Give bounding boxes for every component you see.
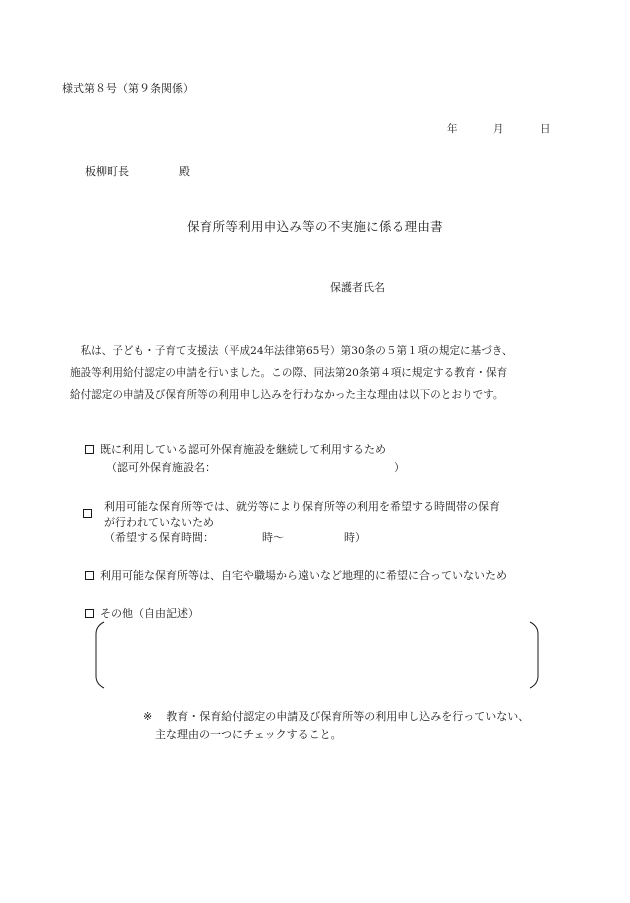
option-time-unavailable-label-2: が行われていないため [104,516,214,529]
option-time-unavailable-checkbox-wrap [83,508,98,519]
guardian-name-label: 保護者氏名 [330,281,385,294]
addressee-name: 板柳町長 [85,165,129,178]
option-existing-facility-label: 既に利用している認可外保育施設を継続して利用するため [100,443,386,456]
free-text-input[interactable] [115,628,519,684]
desired-hours-from-unit: 時～ [262,531,284,544]
right-bracket [530,622,538,688]
declaration-text [70,340,556,406]
declaration-line-1: 私は、子ども・子育て支援法（平成24年法律第65号）第30条の５第１項の規定に基づき、 [80,345,513,357]
option-other-label: その他（自由記述） [100,607,199,620]
date-day-label: 日 [540,123,551,135]
declaration-line-2: 施設等利用給付認定の申請を行いました。この際、同法第20条第４項に規定する教育・保育 [70,367,508,379]
option-other [85,608,199,619]
facility-name-label: （認可外保育施設名： [106,461,216,474]
desired-hours-row [104,531,366,544]
note-line-2: 主な理由の一つにチェックすること。 [155,728,342,741]
form-number: 様式第８号（第９条関係） [62,82,194,95]
note-mark: ※ [143,710,153,723]
facility-name-row [106,461,405,474]
note-text-1: 教育・保育給付認定の申請及び保育所等の利用申し込みを行っていない、 [166,710,530,723]
checkbox-existing-facility[interactable] [85,445,94,454]
facility-name-close-paren: ） [394,461,405,474]
checkbox-geographic[interactable] [85,571,94,580]
option-existing-facility [85,444,386,455]
note-line-1 [143,711,529,722]
left-bracket [96,622,104,688]
desired-hours-to-unit: 時） [344,531,366,544]
document-title: 保育所等利用申込み等の不実施に係る理由書 [186,219,443,234]
checkbox-time-unavailable[interactable] [83,509,92,518]
checkbox-other[interactable] [85,609,94,618]
option-geographic-label: 利用可能な保育所等は、自宅や職場から遠いなど地理的に希望に合っていないため [100,569,507,582]
option-geographic [85,570,507,581]
addressee-honorific: 殿 [179,165,190,178]
addressee [85,166,190,177]
option-time-unavailable-label-1: 利用可能な保育所等では、就労等により保育所等の利用を希望する時間帯の保育 [104,500,500,513]
date-month-label: 月 [493,123,504,135]
declaration-line-3: 給付認定の申請及び保育所等の利用申し込みを行わなかった主な理由は以下のとおりです。 [70,389,504,401]
desired-hours-label: （希望する保育時間： [104,531,214,544]
date-year-label: 年 [447,123,458,135]
